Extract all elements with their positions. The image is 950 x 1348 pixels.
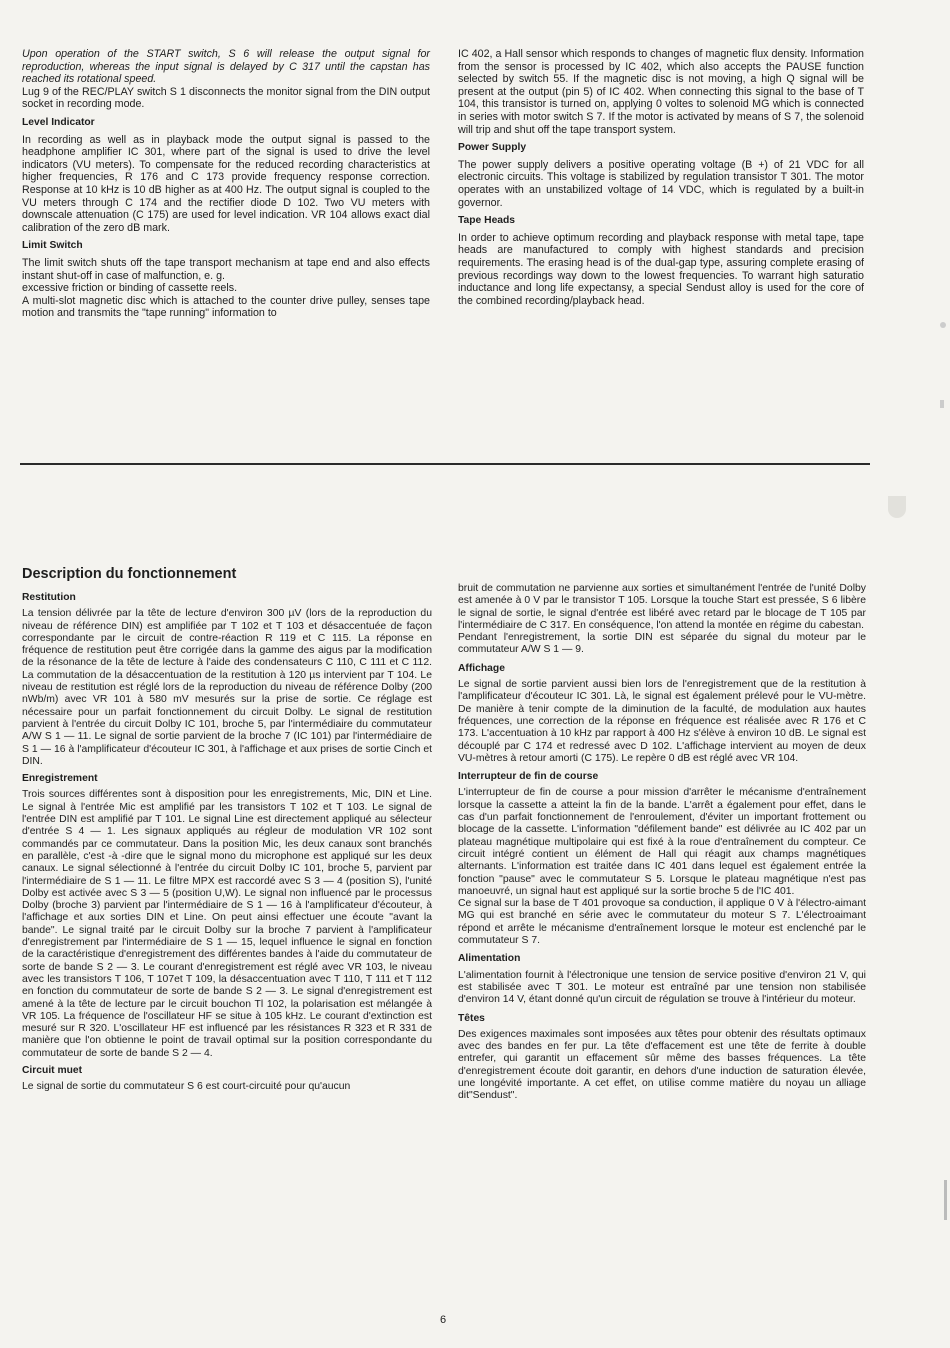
french-column-right (458, 583, 866, 1103)
right-heading: Têtes (458, 1012, 485, 1024)
intro-paragraph-2: Lug 9 of the REC/PLAY switch S 1 disconnects the monitor signal from the DIN output socket in recording mode. (22, 85, 430, 111)
scan-mark (940, 400, 944, 408)
left-paragraph: Le signal de sortie du commutateur S 6 est court-circuité pour qu'aucun (22, 1081, 351, 1093)
page-number: 6 (440, 1314, 447, 1326)
right-paragraph: L'alimentation fournit à l'électronique une tension de service positive d'environ 21 V, qui est stabilisée avec T 301. Le moteur est entraîné par une tension non stabilisée d'environ 14 V, étant donné qu'un circuit de régulation se trouve à l'intérieur du moteur. (458, 969, 866, 1006)
limit-switch-text-3: A multi-slot magnetic disc which is attached to the counter drive pulley, senses tape motion and transmits the "tape running" information to (22, 294, 430, 320)
right-heading: Alimentation (458, 953, 521, 965)
limit-switch-text-2: excessive friction or binding of cassette reels. (22, 282, 238, 295)
left-heading: Circuit muet (22, 1064, 83, 1076)
scan-mark (944, 1180, 947, 1220)
right-heading: Interrupteur de fin de course (458, 771, 599, 783)
scan-mark (940, 322, 946, 328)
tape-heads-text: In order to achieve optimum recording and playback response with metal tape, tape heads are manufactured to comply with highest standards and precision requirements. The erasing head is of the dual-gap type, assuring complete erasing of previous recordings way down to the lowest frequencies. To warrant high saturatio inductance and long life expectansy, a special Sendust alloy is used for the core of the combined recording/playback head. (458, 231, 864, 307)
right-heading: Affichage (458, 662, 505, 674)
section-divider (20, 463, 870, 465)
left-heading: Restitution (22, 592, 76, 603)
french-section-title: Description du fonctionnement (22, 566, 237, 582)
limit-switch-heading: Limit Switch (22, 240, 83, 252)
level-indicator-heading: Level Indicator (22, 116, 95, 128)
power-supply-text: The power supply delivers a positive operating voltage (B +) of 21 VDC for all electronic circuits. This voltage is stabilized by regulation transistor T 301. The motor operates with an unstabilized voltage of 14 VDC, which is regulated by a built-in governor. (458, 158, 864, 209)
intro-paragraph-1: Upon operation of the START switch, S 6 will release the output signal for reproduction, whereas the input signal is delayed by C 317 until the capstan has reached its rotational speed. (22, 48, 430, 86)
tape-heads-heading: Tape Heads (458, 215, 516, 227)
left-paragraph: Trois sources différentes sont à disposition pour les enregistrements, Mic, DIN et Line. Le signal à l'entrée Mic est amplifié par les transistors T 102 et T 103. Le signal de l'entrée DIN est amplifié par T 101. Le signal Line est directement appliqué au sélecteur d'entrée S 4 — 1. Les signaux appliqués au régleur de modulation VR 102 sont commandés par ce commutateur. Dans la position Mic, les deux canaux sont branchés en parallèle, c'est -à -dire que le signal mono du microphone est appliqué sur les deux canaux. Le signal sélectionné à l'entrée du circuit Dolby IC 101, broche 5, parvient par l'intermédiaire de S 1 — 11. Le filtre MPX est raccordé avec S 3 — 4 (position S), l'unité Dolby est activée avec S 3 — 5 (position U,W). Le signal non influencé par le processus Dolby (broche 3) parvient par l'intermédiaire de S 1 — 16 à l'amplificateur d'écouteur, à l'affichage et aux sorties DIN et Line. On peut ainsi effectuer une écoute "avant la bande". Le signal traité par le circuit Dolby sur la broche 7 parvient à l'amplificateur d'enregistrement par l'intermédiaire de S 1 — 15, lequel influence le signal en fonction de la caractéristique d'enregistrement des différentes bandes à l'aide du commutateur de sorte de bande S 2 — 3. Le courant d'enregistrement est réglé avec VR 103, le niveau avec les transistors T 106, T 107et T 109, la désaccentuation avec T 110, T 111 et T 112 en fonction du commutateur de sorte de bande S 2 — 3. Le signal d'enregistrement est amené à la tête de lecture par le circuit bouchon Tl 102, la polarisation est mélangée à VR 105. La fréquence de l'oscillateur HF se situe à 105 kHz. Le courant d'extinction est mesuré sur R 320. L'oscillateur HF est influencé par les résistances R 323 et R 331 de manière que l'on obtienne le point de travail optimal sur la position correspondante du commutateur de sorte de bande S 2 — 4. (22, 789, 432, 1059)
left-heading: Enregistrement (22, 773, 98, 785)
level-indicator-text: In recording as well as in playback mode the output signal is passed to the headphone amplifier IC 301, where part of the signal is used to drive the level indicators (VU meters). To compensate for the reduced recording characteristics at higher frequencies, R 176 and C 173 provide frequency response correction. Response at 10 kHz is 10 dB higher as at 400 Hz. The output signal is coupled to the VU meters through C 174 and the rectifier diode D 102. Two VU meters with downscale attenuation (C 175) are used for level indication. VR 104 allows exact dial calibration of the zero dB mark. (22, 133, 430, 234)
scan-mark (888, 496, 906, 518)
right-paragraph: Le signal de sortie parvient aussi bien lors de l'enregistrement que de la restitution à l'amplificateur d'écouteur IC 301. Là, le signal est également prélevé pour le VU-mètre. De manière à tenir compte de la diminution de la faculté, de modulation aux hautes fréquences, une correction de la réponse en fréquence est réalisée avec R 176 et C 173. L'accentuation à 10 kHz par rapport à 400 Hz s'élève à environ 10 dB. Le signal est découplé par C 174 et redressé avec D 102. L'affichage intervient au moyen de deux VU-mètres à retour amorti (C 175). Le repère 0 dB est réglé avec VR 104. (458, 679, 866, 764)
english-column-left (22, 48, 430, 320)
power-supply-heading: Power Supply (458, 142, 527, 154)
french-column-left (22, 592, 432, 1094)
right-paragraph: L'interrupteur de fin de course a pour mission d'arrêter le mécanisme d'entraînement lorsque la cassette a atteint la fin de la bande. L'arrêt a également pour effet, dans le cas d'un parfait fonctionnement de l'enroulement, d'éviter un important frottement ou blocage de la cassette. L'information "défilement bande" est délivrée au IC 402 par un plateau magnétique multipolaire qui est fixé à la roue d'entraînement du compteur. Ce circuit intégré contient un élément de Hall qui réagit aux champs magnétiques alternants. L'information est traitée dans IC 401 dans lequel est également entrée la fonction "pause" avec le commutateur S 5. Lorsque le plateau magnétique n'est pas manoeuvré, un signal haut est appliqué sur la sortie broche 5 de l'IC 401. (458, 787, 866, 897)
right-paragraph: Des exigences maximales sont imposées aux têtes pour obtenir des résultats optimaux avec des bandes en fer pur. La tête d'effacement est une tête de ferrite à double entrefer, qui garantit un effacement sûr même des basses fréquences. La tête d'enregistrement écoute doit garantir, en dehors d'une induction de saturation élevée, une longévité importante. A cet effet, on utilise comme matière du noyau un alliage dit"Sendust". (458, 1028, 866, 1102)
right-paragraph: Ce signal sur la base de T 401 provoque sa conduction, il applique 0 V à l'électro-aimant MG qui est branché en série avec le commutateur du moteur S 7. L'électroaimant répond et arrête le mécanisme d'entraînement lorsque le moteur est enclenché par le commutateur S 7. (458, 898, 866, 947)
english-column-right (458, 48, 864, 307)
left-paragraph: La tension délivrée par la tête de lecture d'environ 300 µV (lors de la reproduction du niveau de référence DIN) est amplifiée par T 102 et T 103 et désaccentuée de façon correspondante par le circuit de contre-réaction R 119 et C 115. La réponse en fréquence de restitution peut être corrigée dans la gamme des aigus par la modification de la résonance de la tête de lecture à l'aide des condensateurs C 110, C 111 et C 112. La commutation de la désaccentuation de la restitution à 120 µs intervient par T 104. Le niveau de restitution est réglé lors de la reproduction du niveau de référence Dolby (200 nWb/m) avec VR 101 à 580 mV mesurés sur la prise de sortie. Ce réglage est nécessaire pour un parfait fonctionnement du circuit Dolby. Le signal de restitution parvient à l'entrée du circuit Dolby IC 101, broche 5, par l'intermédiaire du commutateur A/W S 1 — 11. Le signal de sortie parvient de la broche 7 (IC 101) par l'intermédiaire de S 1 — 16 à l'amplificateur d'écouteur IC 301, à l'affichage et aux prises de sortie Cinch et DIN. (22, 608, 432, 767)
limit-switch-text-1: The limit switch shuts off the tape transport mechanism at tape end and also effects instant shut-off in case of malfunction, e. g. (22, 256, 430, 282)
right-paragraph: Pendant l'enregistrement, la sortie DIN est séparée du signal du moteur par le commutateur A/W S 1 — 9. (458, 632, 866, 656)
right-paragraph: bruit de commutation ne parvienne aux sorties et simultanément l'entrée de l'unité Dolby est amenée à 0 V par le transistor T 105. Lorsque la touche Start est pressée, S 6 libère le signal de sortie, le signal d'entrée est libéré avec retard par le blocage de T 105 par l'intermédiaire de C 317. En conséquence, l'on attend la montée en régime du cabestan. (458, 583, 866, 631)
hall-sensor-text: IC 402, a Hall sensor which responds to changes of magnetic flux density. Information from the sensor is processed by IC 402, which also accepts the PAUSE function selected by switch 55. If the magnetic disc is not moving, a high Q signal will be present at the output (pin 5) of IC 402. When connecting this signal to the base of T 104, this transistor is turned on, applying 0 voltes to solenoid MG which is connected in series with motor switch S 7. If the motor is activated by means of S 7, the solenoid will trip and shut off the tape transport system. (458, 48, 864, 136)
